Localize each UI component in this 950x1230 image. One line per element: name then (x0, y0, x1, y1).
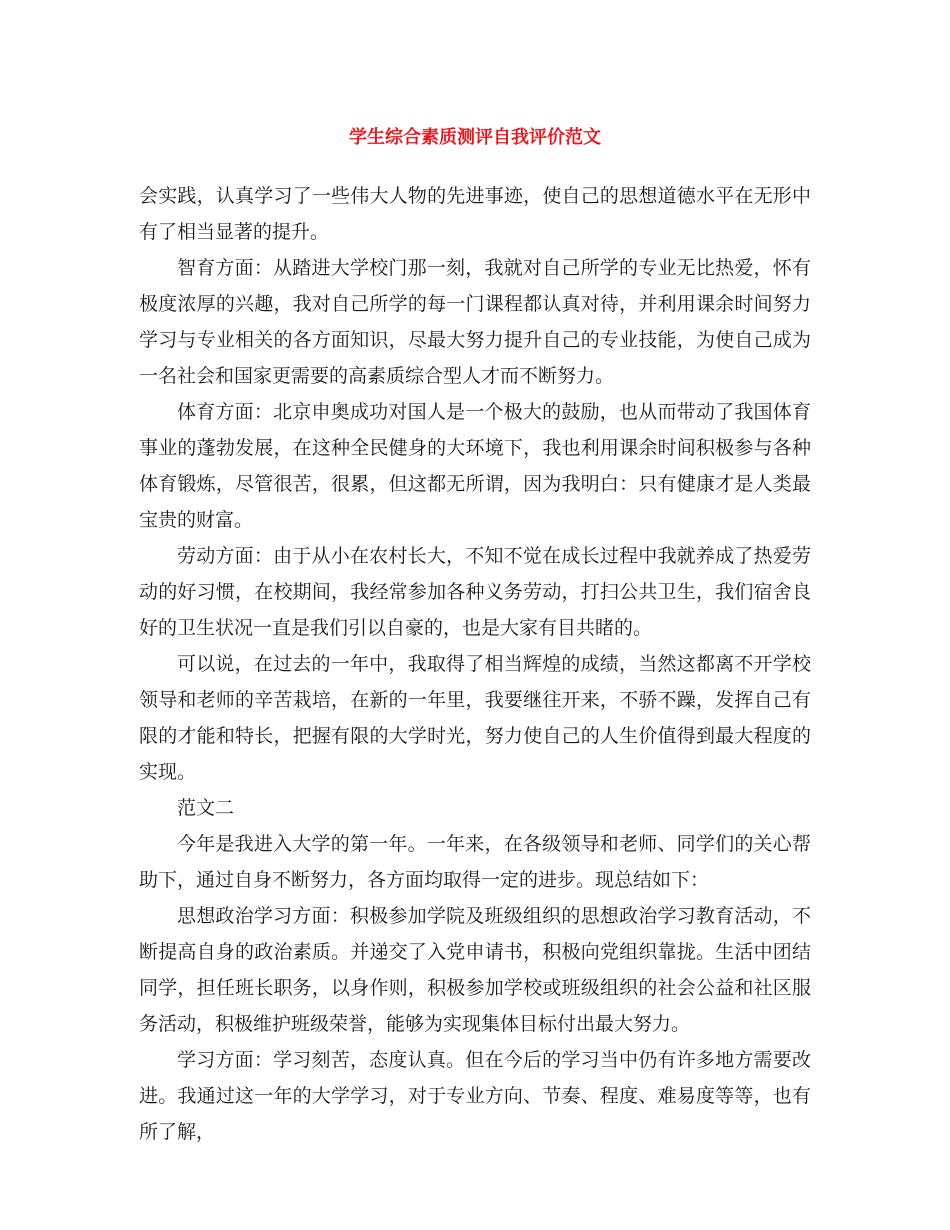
section-heading-sample-two: 范文二 (177, 797, 235, 819)
paragraph-physical: 体育方面：北京申奥成功对国人是一个极大的鼓励，也从而带动了我国体育事业的蓬勃发展，在这种全民健身的大环境下，我也利用课余时间积极参与各种体育锻炼，尽管很苦，很累，但这都无所谓，因为我明白：只有健康才是人类最宝贵的财富。 (139, 401, 811, 531)
paragraph-intro-continuation: 会实践，认真学习了一些伟大人物的先进事迹，使自己的思想道德水平在无形中有了相当显著的提升。 (139, 185, 811, 243)
paragraph-intellectual: 智育方面：从踏进大学校门那一刻，我就对自己所学的专业无比热爱，怀有极度浓厚的兴趣，我对自己所学的每一门课程都认真对待，并利用课余时间努力学习与专业相关的各方面知识，尽最大努力提升自己的专业技能，为使自己成为一名社会和国家更需要的高素质综合型人才而不断努力。 (139, 257, 811, 387)
paragraph-political-study: 思想政治学习方面：积极参加学院及班级组织的思想政治学习教育活动，不断提高自身的政治素质。并递交了入党申请书，积极向党组织靠拢。生活中团结同学，担任班长职务，以身作则，积极参加学校或班级组织的社会公益和社区服务活动，积极维护班级荣誉，能够为实现集体目标付出最大努力。 (139, 905, 811, 1035)
paragraph-summary: 可以说，在过去的一年中，我取得了相当辉煌的成绩，当然这都离不开学校领导和老师的辛苦栽培，在新的一年里，我要继往开来，不骄不躁，发挥自己有限的才能和特长，把握有限的大学时光，努力使自己的人生价值得到最大程度的实现。 (139, 653, 811, 783)
paragraph-labor: 劳动方面：由于从小在农村长大，不知不觉在成长过程中我就养成了热爱劳动的好习惯，在校期间，我经常参加各种义务劳动，打扫公共卫生，我们宿舍良好的卫生状况一直是我们引以自豪的，也是大家有目共睹的。 (139, 545, 811, 639)
document-title: 学生综合素质测评自我评价范文 (349, 127, 601, 148)
document-body (139, 178, 811, 1150)
paragraph-first-year: 今年是我进入大学的第一年。一年来，在各级领导和老师、同学们的关心帮助下，通过自身不断努力，各方面均取得一定的进步。现总结如下： (139, 833, 811, 891)
paragraph-study: 学习方面：学习刻苦，态度认真。但在今后的学习当中仍有许多地方需要改进。我通过这一年的大学学习，对于专业方向、节奏、程度、难易度等等，也有所了解， (139, 1049, 811, 1143)
